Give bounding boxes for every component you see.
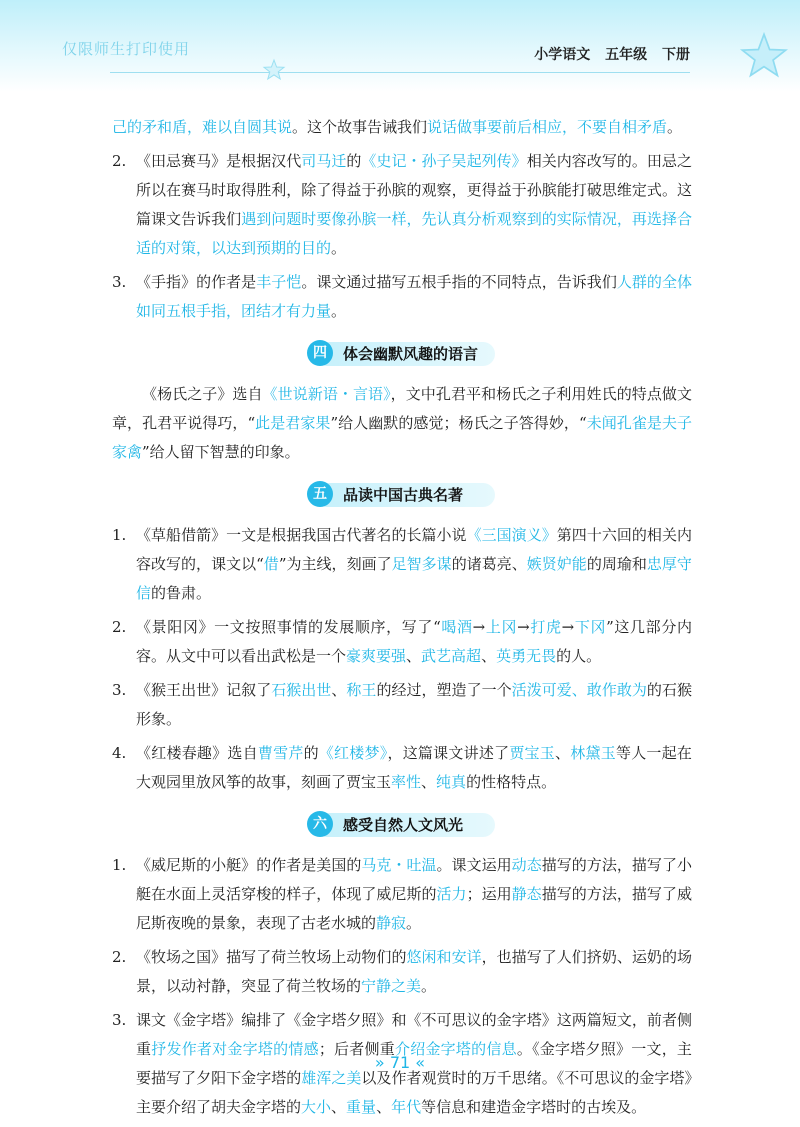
list-item <box>112 147 692 263</box>
list-item <box>112 521 692 608</box>
answer-text: 静态 <box>511 885 542 903</box>
answer-text: 介绍金字塔的信息 <box>394 1040 517 1058</box>
answer-text: 抒发作者对金字塔的情感 <box>151 1040 319 1058</box>
answer-text: 打虎 <box>529 618 562 636</box>
body-text: ；后者侧重 <box>318 1040 395 1058</box>
section-header-5 <box>307 479 497 511</box>
body-text: 《草船借箭》一文是根据我国古代著名的长篇小说 <box>136 526 467 544</box>
answer-text: 大小 <box>301 1098 332 1116</box>
body-text: 。课文运用 <box>436 856 512 874</box>
list-item <box>112 943 692 1001</box>
answer-text: 未闻孔雀是夫子家禽 <box>112 414 692 461</box>
body-text: 、 <box>331 681 347 699</box>
answer-text: 说话做事要前后相应，不要自相矛盾 <box>427 118 668 136</box>
body-text: ”给人留下智慧的印象。 <box>142 443 300 461</box>
answer-text: 借 <box>263 555 279 573</box>
page-number-deco-left: » <box>374 1053 385 1072</box>
answer-text: 率性 <box>391 773 422 791</box>
list-item <box>112 613 692 671</box>
body-text: 。 <box>406 914 422 932</box>
continued-text <box>112 113 692 142</box>
list-item <box>112 851 692 938</box>
body-text: 《猴王出世》记叙了 <box>136 681 272 699</box>
answer-text: 下冈 <box>574 618 607 636</box>
body-text: 的 <box>346 152 362 170</box>
body-text: 。 <box>331 302 347 320</box>
body-text: 、 <box>421 773 437 791</box>
body-text: 。课文通过描写五根手指的不同特点，告诉我们 <box>301 273 617 291</box>
star-icon <box>262 58 286 82</box>
body-text: → <box>561 618 575 636</box>
answer-text: 己的矛和盾，难以自圆其说 <box>112 118 293 136</box>
header-divider <box>110 72 690 73</box>
body-text: 、 <box>376 1098 392 1116</box>
body-text: ；运用 <box>466 885 512 903</box>
answer-text: 贾宝玉 <box>509 744 556 762</box>
section-badge: 六 <box>307 811 333 837</box>
page-number-deco-right: « <box>415 1053 426 1072</box>
answer-text: 上冈 <box>485 618 518 636</box>
body-text: 《景阳冈》一文按照事情的发展顺序，写了“ <box>136 618 441 636</box>
body-text: → <box>472 618 486 636</box>
answer-text: 足智多谋 <box>391 555 452 573</box>
body-text: 。 <box>667 118 683 136</box>
list-item <box>112 676 692 734</box>
item-number: 1. <box>112 856 127 874</box>
answer-text: 武艺高超 <box>421 647 482 665</box>
answer-text: 纯真 <box>436 773 467 791</box>
body-text: 的鲁肃。 <box>151 584 212 602</box>
item-number: 3. <box>112 1011 127 1029</box>
item-number: 3. <box>112 273 127 291</box>
answer-text: 遇到问题时要像孙膑一样，先认真分析观察到的实际情况，再选择合适的对策，以达到预期的目的 <box>136 210 692 257</box>
body-text: 的 <box>303 744 319 762</box>
answer-text: 此是君家果 <box>255 414 331 432</box>
answer-text: 悠闲和安详 <box>406 948 482 966</box>
body-text: 《威尼斯的小艇》的作者是美国的 <box>136 856 362 874</box>
answer-text: 丰子恺 <box>256 273 302 291</box>
answer-text: 英勇无畏 <box>496 647 557 665</box>
body-text: 《红楼春趣》选自 <box>136 744 258 762</box>
body-text: 等信息和建造金字塔时的古埃及。 <box>421 1098 647 1116</box>
body-text: 的周瑜和 <box>586 555 647 573</box>
answer-text: 曹雪芹 <box>257 744 304 762</box>
answer-text: 雄浑之美 <box>301 1069 362 1087</box>
watermark-text: 仅限师生打印使用 <box>62 40 191 58</box>
item-number: 4. <box>112 744 127 762</box>
body-text: 第四十六回的相关内容改写的，课文以“ <box>136 526 692 573</box>
body-text: 等人一起在大观园里放风筝的故事，刻画了贾宝玉 <box>136 744 692 791</box>
answer-text: 动态 <box>511 856 542 874</box>
body-text: 《田忌赛马》是根据汉代 <box>136 152 302 170</box>
paragraph <box>112 380 692 467</box>
body-text: ”这几部分内容。从文中可以看出武松是一个 <box>136 618 692 665</box>
body-text: ，这篇课文讲述了 <box>387 744 510 762</box>
answer-text: 《三国演义》 <box>466 526 557 544</box>
body-text: 的经过，塑造了一个 <box>376 681 512 699</box>
body-text: 、 <box>555 744 571 762</box>
answer-text: 静寂 <box>376 914 407 932</box>
section-title: 体会幽默风趣的语言 <box>343 345 479 363</box>
page-number <box>0 1053 800 1072</box>
book-subject: 小学语文 五年级 下册 <box>534 47 690 63</box>
section-header-6 <box>307 809 497 841</box>
body-text: 的人。 <box>556 647 602 665</box>
section-title: 品读中国古典名著 <box>343 486 464 504</box>
item-number: 1. <box>112 526 127 544</box>
body-text: 、 <box>481 647 497 665</box>
body-text: 。 <box>421 977 437 995</box>
body-text: 、 <box>406 647 422 665</box>
body-text: ”给人幽默的感觉；杨氏之子答得妙，“ <box>330 414 587 432</box>
body-text: 的性格特点。 <box>466 773 557 791</box>
body-text: 。这个故事告诫我们 <box>292 118 428 136</box>
section-badge: 五 <box>307 481 333 507</box>
answer-text: 《世说新语・言语》 <box>262 385 391 403</box>
body-text: 《杨氏之子》选自 <box>142 385 263 403</box>
section-badge: 四 <box>307 340 333 366</box>
body-text: 课文《金字塔》编排了《金字塔夕照》和《不可思议的金字塔》这两篇短文，前者侧重 <box>136 1011 692 1058</box>
section-header-4 <box>307 338 497 370</box>
body-text: → <box>517 618 530 636</box>
answer-text: 豪爽要强 <box>346 647 407 665</box>
item-number: 2. <box>112 152 127 170</box>
answer-text: 喝酒 <box>440 618 473 636</box>
large-star-icon <box>738 30 790 82</box>
body-text: 。《金字塔夕照》一文，主要描写了夕阳下金字塔的 <box>136 1040 692 1087</box>
answer-text: 石猴出世 <box>271 681 332 699</box>
item-number: 3. <box>112 681 127 699</box>
body-text: 、 <box>331 1098 347 1116</box>
answer-text: 年代 <box>391 1098 422 1116</box>
body-text: ，也描写了人们挤奶、运奶的场景，以动衬静，突显了荷兰牧场的 <box>136 948 692 995</box>
page-number-value: 71 <box>389 1053 411 1072</box>
body-text: 。 <box>331 239 347 257</box>
answer-text: 嫉贤妒能 <box>526 555 587 573</box>
body-text: 《手指》的作者是 <box>136 273 257 291</box>
body-text: 相关内容改写的。田忌之所以在赛马时取得胜利，除了得益于孙膑的观察，更得益于孙膑能打破思维定式。这篇课文告诉我们 <box>136 152 692 228</box>
body-text: 《牧场之国》描写了荷兰牧场上动物们的 <box>136 948 407 966</box>
body-text: 以及作者观赏时的万千思绪。《不可思议的金字塔》主要介绍了胡夫金字塔的 <box>136 1069 692 1116</box>
body-text: 描写的方法，描写了小艇在水面上灵活穿梭的样子，体现了威尼斯的 <box>136 856 692 903</box>
item-number: 2. <box>112 948 127 966</box>
answer-text: 活力 <box>436 885 467 903</box>
page-content <box>112 113 692 1127</box>
answer-text: 宁静之美 <box>361 977 422 995</box>
answer-text: 忠厚守信 <box>136 555 692 602</box>
answer-text: 马克・吐温 <box>361 856 437 874</box>
item-number: 2. <box>112 618 127 636</box>
body-text: 的石猴形象。 <box>136 681 692 728</box>
list-item <box>112 268 692 326</box>
section-title: 感受自然人文风光 <box>343 816 464 834</box>
answer-text: 人群的全体如同五根手指，团结才有力量 <box>136 273 692 320</box>
answer-text: 活泼可爱、敢作敢为 <box>511 681 647 699</box>
body-text: ”为主线，刻画了 <box>278 555 392 573</box>
body-text: 的诸葛亮、 <box>451 555 527 573</box>
answer-text: 称王 <box>346 681 377 699</box>
answer-text: 重量 <box>346 1098 377 1116</box>
body-text: 描写的方法，描写了威尼斯夜晚的景象，表现了古老水城的 <box>136 885 692 932</box>
list-item <box>112 739 692 797</box>
answer-text: 《史记・孙子吴起列传》 <box>361 152 527 170</box>
answer-text: 司马迁 <box>301 152 347 170</box>
answer-text: 林黛玉 <box>570 744 616 762</box>
answer-text: 《红楼梦》 <box>318 744 388 762</box>
body-text: ，文中孔君平和杨氏之子利用姓氏的特点做文章，孔君平说得巧，“ <box>112 385 692 432</box>
